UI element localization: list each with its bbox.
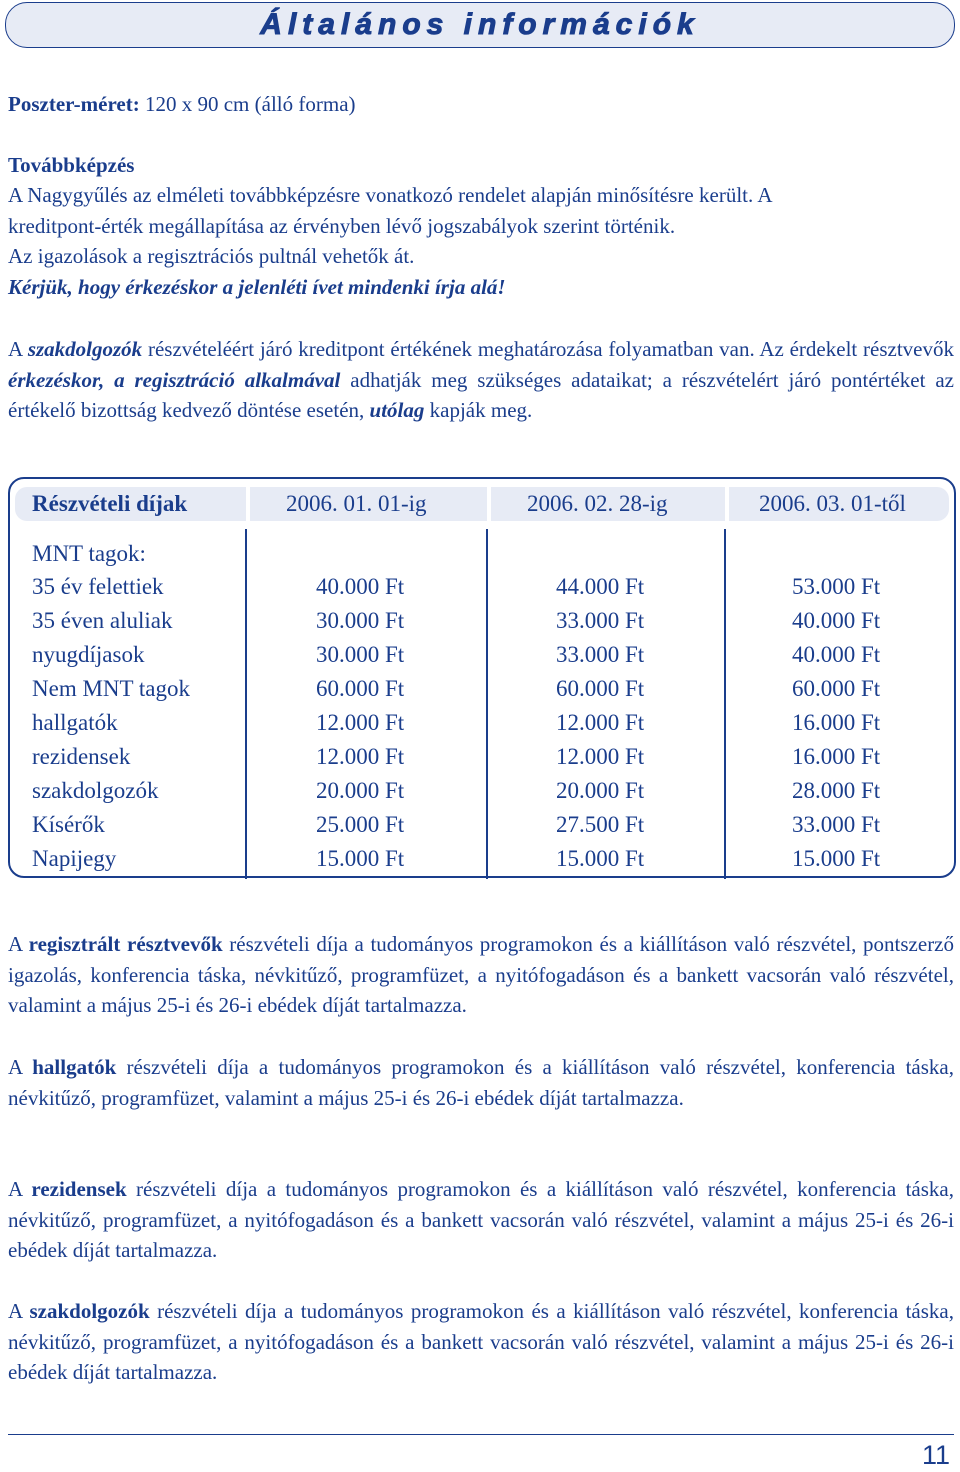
fee-value: 33.000 Ft xyxy=(556,608,645,633)
fee-row-label: 35 éven aluliak xyxy=(32,608,173,633)
header-gap-2 xyxy=(487,485,491,523)
info-text-pre: A xyxy=(8,932,29,956)
info-text-post: részvételi díja a tudományos programokon és a kiállításon való részvétel, konferencia táska, névkitűző, programfüzet, a nyitófogadáson és a bankett vacsorán való részvétel, valamint a május 25-i és 26-i ebédek díját tartalmazza. xyxy=(8,1177,954,1262)
info-text-bold: rezidensek xyxy=(31,1177,127,1201)
info-paragraph xyxy=(8,929,954,1021)
info-text-bold: regisztrált résztvevők xyxy=(28,932,223,956)
training-heading-text: Továbbképzés xyxy=(8,153,135,177)
fee-value: 60.000 Ft xyxy=(556,676,645,701)
fee-header-col-2: 2006. 02. 28-ig xyxy=(527,491,668,516)
fee-value: 20.000 Ft xyxy=(316,778,405,803)
info-text-post: részvételi díja a tudományos programokon és a kiállításon való részvétel, konferencia táska, névkitűző, programfüzet, a nyitófogadáson és a bankett vacsorán való részvétel, valamint a május 25-i és 26-i ebédek díját tartalmazza. xyxy=(8,1299,954,1384)
column-divider xyxy=(486,529,488,879)
fee-value: 60.000 Ft xyxy=(316,676,405,701)
fee-value: 12.000 Ft xyxy=(316,744,405,769)
training-heading xyxy=(8,150,954,181)
header-gap-1 xyxy=(246,485,250,523)
nurses-text-4: érkezéskor, a regisztráció alkalmával xyxy=(8,367,341,392)
fee-value: 60.000 Ft xyxy=(792,676,881,701)
training-line-2: kreditpont-érték megállapítása az érvényben lévő jogszabályok szerint történik. xyxy=(8,214,676,238)
fee-value: 27.500 Ft xyxy=(556,812,645,837)
info-paragraph xyxy=(8,1296,954,1388)
fee-value: 44.000 Ft xyxy=(556,574,645,599)
nurses-text-1: A xyxy=(8,337,28,361)
fee-value: 53.000 Ft xyxy=(792,574,881,599)
fee-value: 33.000 Ft xyxy=(792,812,881,837)
fee-value: 12.000 Ft xyxy=(556,744,645,769)
fee-row-label: rezidensek xyxy=(32,744,131,769)
header-gap-3 xyxy=(725,485,729,523)
fee-row-label: nyugdíjasok xyxy=(32,642,145,667)
info-text-pre: A xyxy=(8,1177,32,1201)
footer-rule xyxy=(8,1434,954,1435)
fee-value: 33.000 Ft xyxy=(556,642,645,667)
info-paragraph xyxy=(8,1052,954,1113)
fee-value: 16.000 Ft xyxy=(792,710,881,735)
info-paragraph xyxy=(8,1174,954,1266)
page-number: 11 xyxy=(921,1440,950,1470)
column-divider xyxy=(245,529,247,879)
title-banner xyxy=(5,2,955,48)
training-emphasis: Kérjük, hogy érkezéskor a jelenléti ívet mindenki írja alá! xyxy=(8,275,506,299)
nurses-text-7: kapják meg. xyxy=(424,398,533,422)
poster-size xyxy=(8,89,954,120)
page-title: Általános információk xyxy=(260,8,700,41)
info-text-post: részvételi díja a tudományos programokon és a kiállításon való részvétel, konferencia táska, névkitűző, programfüzet, valamint a május 25-i és 26-i ebédek díját tartalmazza. xyxy=(8,1055,954,1110)
fee-row-label: Nem MNT tagok xyxy=(32,676,191,701)
nurses-credit-paragraph xyxy=(8,334,954,426)
fee-value: 40.000 Ft xyxy=(792,642,881,667)
fee-row-label: 35 év felettiek xyxy=(32,574,164,599)
info-text-bold: szakdolgozók xyxy=(29,1299,150,1323)
nurses-text-6: utólag xyxy=(369,398,425,422)
training-line-1: A Nagygyűlés az elméleti továbbképzésre vonatkozó rendelet alapján minősítésre került. A xyxy=(8,183,773,207)
fee-value: 28.000 Ft xyxy=(792,778,881,803)
fee-group-label: MNT tagok: xyxy=(32,541,146,566)
fee-value: 30.000 Ft xyxy=(316,608,405,633)
fee-value: 12.000 Ft xyxy=(316,710,405,735)
fee-header-col-1: 2006. 01. 01-ig xyxy=(286,491,427,516)
fee-header-col-3: 2006. 03. 01-től xyxy=(759,491,906,516)
fee-value: 15.000 Ft xyxy=(556,846,645,871)
info-text-pre: A xyxy=(8,1299,30,1323)
fee-value: 15.000 Ft xyxy=(316,846,405,871)
fee-value: 20.000 Ft xyxy=(556,778,645,803)
column-divider xyxy=(724,529,726,879)
fee-value: 15.000 Ft xyxy=(792,846,881,871)
nurses-text-2: szakdolgozók xyxy=(27,337,143,361)
fee-value: 40.000 Ft xyxy=(792,608,881,633)
fee-row-label: hallgatók xyxy=(32,710,118,735)
nurses-text-3: részvételéért járó kreditpont értékének meghatározása folyamatban van. Az érdekelt résztvevők xyxy=(142,337,954,361)
fee-value: 12.000 Ft xyxy=(556,710,645,735)
poster-label: Poszter-méret: xyxy=(8,92,140,116)
training-line-3: Az igazolások a regisztrációs pultnál vehetők át. xyxy=(8,244,415,268)
fee-header-label: Részvételi díjak xyxy=(32,491,188,516)
fee-row-label: szakdolgozók xyxy=(32,778,159,803)
info-text-bold: hallgatók xyxy=(32,1055,117,1079)
nurses-text-5: adhatják meg szükséges adataikat; a részvételért járó pontértéket az értékelő bizottság kedvező döntése esetén, xyxy=(8,367,954,422)
fee-value: 25.000 Ft xyxy=(316,812,405,837)
info-text-pre: A xyxy=(8,1055,33,1079)
fee-value: 30.000 Ft xyxy=(316,642,405,667)
fee-value: 40.000 Ft xyxy=(316,574,405,599)
fee-row-label: Kísérők xyxy=(32,812,105,837)
fee-row-label: Napijegy xyxy=(32,846,117,871)
fee-value: 16.000 Ft xyxy=(792,744,881,769)
poster-value: 120 x 90 cm (álló forma) xyxy=(139,92,356,116)
info-text-post: részvételi díja a tudományos programokon és a kiállításon való részvétel, pontszerző igazolás, konferencia táska, névkitűző, programfüzet, a nyitófogadáson és a bankett vacsorán való részvétel, valamint a május 25-i és 26-i ebédek díját tartalmazza. xyxy=(8,932,955,1017)
